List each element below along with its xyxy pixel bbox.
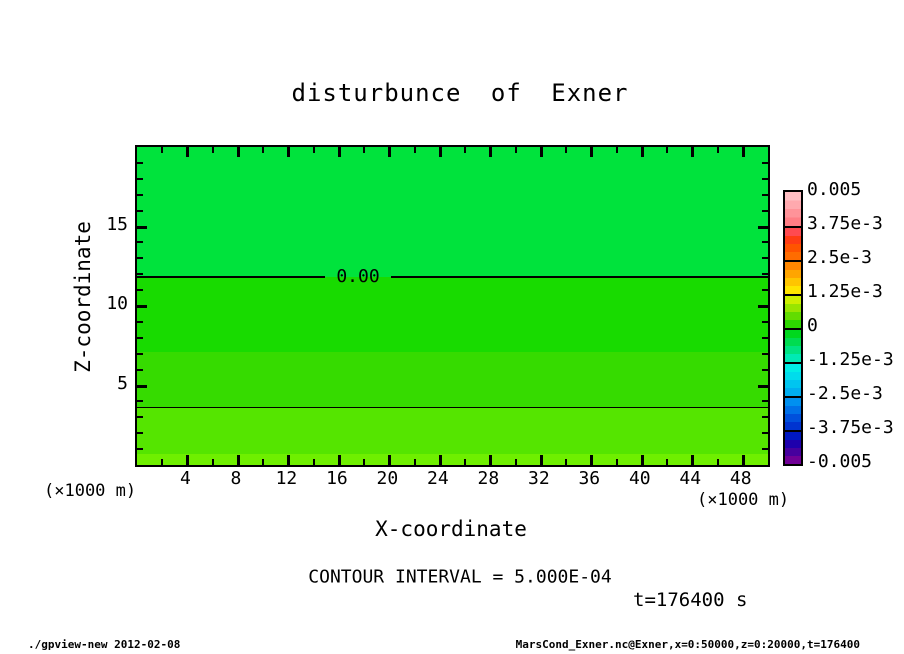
x-tick	[464, 459, 466, 465]
contour-line-zero	[137, 276, 325, 278]
z-tick	[137, 289, 143, 291]
x-tick-label: 44	[679, 468, 702, 489]
field-band	[137, 277, 768, 352]
x-tick-label: 20	[376, 468, 399, 489]
x-tick	[691, 147, 694, 157]
colorbar-tick-label: -1.25e-3	[807, 349, 894, 370]
z-tick	[762, 400, 768, 402]
z-tick	[762, 369, 768, 371]
x-tick	[363, 459, 365, 465]
contour-line	[137, 407, 768, 408]
x-tick	[565, 147, 567, 153]
field-band	[137, 352, 768, 407]
x-tick	[717, 147, 719, 153]
x-axis-unit-label: (×1000 m)	[697, 490, 790, 510]
z-tick	[137, 416, 143, 418]
x-tick	[338, 147, 341, 157]
z-tick	[137, 194, 143, 196]
z-tick	[137, 369, 143, 371]
z-tick	[762, 178, 768, 180]
z-tick	[762, 289, 768, 291]
contour-interval-note: CONTOUR INTERVAL = 5.000E-04	[308, 566, 612, 588]
field-band	[137, 407, 768, 454]
x-tick	[237, 455, 240, 465]
x-tick	[262, 459, 264, 465]
z-tick	[137, 226, 147, 229]
colorbar-tick-label: -2.5e-3	[807, 383, 883, 404]
x-tick-label: 12	[275, 468, 298, 489]
z-tick	[762, 321, 768, 323]
x-tick-label: 48	[729, 468, 752, 489]
x-tick	[161, 459, 163, 465]
z-axis-title: Z-coordinate	[71, 221, 95, 373]
z-axis-unit-label: (×1000 m)	[44, 481, 137, 501]
x-tick	[641, 455, 644, 465]
z-tick	[762, 162, 768, 164]
z-tick	[762, 210, 768, 212]
x-tick	[363, 147, 365, 153]
x-tick	[616, 147, 618, 153]
z-tick-label: 5	[117, 372, 128, 394]
x-tick	[388, 455, 391, 465]
x-tick	[742, 147, 745, 157]
x-tick-label: 40	[628, 468, 651, 489]
x-tick	[313, 147, 315, 153]
colorbar-segment	[785, 396, 801, 430]
z-tick	[137, 162, 143, 164]
x-tick-label: 36	[578, 468, 601, 489]
z-tick	[758, 385, 768, 388]
field-band	[137, 147, 768, 277]
x-tick-label: 24	[427, 468, 449, 489]
z-tick	[137, 178, 143, 180]
z-tick	[758, 305, 768, 308]
colorbar-segment	[785, 362, 801, 396]
plot-area	[135, 145, 770, 467]
x-tick	[616, 459, 618, 465]
field-band	[137, 454, 768, 465]
x-axis-title: X-coordinate	[375, 517, 527, 541]
z-tick	[137, 273, 143, 275]
contour-line-zero	[391, 276, 768, 278]
z-tick	[137, 305, 147, 308]
x-tick	[666, 147, 668, 153]
x-tick	[161, 147, 163, 153]
x-tick	[414, 459, 416, 465]
chart-title: disturbunce of Exner	[291, 79, 629, 107]
colorbar	[783, 190, 803, 466]
x-tick	[212, 459, 214, 465]
x-tick	[287, 455, 290, 465]
x-tick	[262, 147, 264, 153]
z-tick	[137, 321, 143, 323]
contour-label: 0.00	[336, 266, 380, 287]
colorbar-tick-label: 0	[807, 315, 818, 336]
z-tick	[762, 194, 768, 196]
x-tick	[287, 147, 290, 157]
colorbar-segment	[785, 430, 801, 464]
z-tick	[758, 226, 768, 229]
colorbar-segment	[785, 260, 801, 294]
x-tick	[186, 455, 189, 465]
x-tick	[641, 147, 644, 157]
x-tick-label: 16	[326, 468, 348, 489]
x-tick-label: 32	[527, 468, 550, 489]
colorbar-segment	[785, 226, 801, 260]
x-tick	[540, 455, 543, 465]
x-tick	[439, 147, 442, 157]
x-tick-label: 4	[180, 468, 191, 489]
colorbar-tick-label: -0.005	[807, 451, 873, 472]
colorbar-tick-label: 3.75e-3	[807, 213, 883, 234]
z-tick	[762, 257, 768, 259]
z-tick	[762, 241, 768, 243]
z-tick	[137, 448, 143, 450]
x-tick	[515, 147, 517, 153]
x-tick	[590, 147, 593, 157]
z-tick	[137, 400, 143, 402]
z-tick	[137, 337, 143, 339]
footer-data-source: MarsCond_Exner.nc@Exner,x=0:50000,z=0:20000,t=176400	[515, 638, 860, 651]
x-tick	[414, 147, 416, 153]
z-tick-label: 10	[106, 293, 128, 314]
time-label: t=176400 s	[633, 589, 748, 611]
footer-command: ./gpview-new 2012-02-08	[28, 638, 181, 651]
x-tick	[489, 455, 492, 465]
colorbar-segment	[785, 294, 801, 328]
x-tick	[186, 147, 189, 157]
z-tick	[137, 210, 143, 212]
z-tick	[762, 273, 768, 275]
colorbar-tick-label: 1.25e-3	[807, 281, 883, 302]
z-tick	[762, 353, 768, 355]
x-tick	[590, 455, 593, 465]
x-tick	[237, 147, 240, 157]
z-tick	[137, 241, 143, 243]
z-tick	[137, 385, 147, 388]
x-tick	[464, 147, 466, 153]
x-tick	[565, 459, 567, 465]
z-tick	[762, 416, 768, 418]
x-tick	[338, 455, 341, 465]
colorbar-tick-label: 0.005	[807, 179, 862, 200]
x-tick-label: 8	[230, 468, 242, 489]
x-tick-label: 28	[477, 468, 500, 489]
x-tick	[489, 147, 492, 157]
x-tick	[717, 459, 719, 465]
x-tick	[515, 459, 517, 465]
x-tick	[691, 455, 694, 465]
x-tick	[666, 459, 668, 465]
z-tick	[762, 337, 768, 339]
z-tick	[137, 432, 143, 434]
colorbar-tick-label: -3.75e-3	[807, 417, 894, 438]
x-tick	[313, 459, 315, 465]
plot-field	[137, 147, 768, 465]
x-tick	[540, 147, 543, 157]
z-tick	[137, 257, 143, 259]
z-tick	[762, 448, 768, 450]
x-tick	[439, 455, 442, 465]
colorbar-segment	[785, 328, 801, 362]
x-tick	[742, 455, 745, 465]
x-tick	[212, 147, 214, 153]
z-tick	[137, 353, 143, 355]
colorbar-segment	[785, 192, 801, 226]
x-tick	[388, 147, 391, 157]
z-tick-label: 15	[106, 213, 128, 235]
z-tick	[762, 432, 768, 434]
colorbar-tick-label: 2.5e-3	[807, 247, 873, 268]
